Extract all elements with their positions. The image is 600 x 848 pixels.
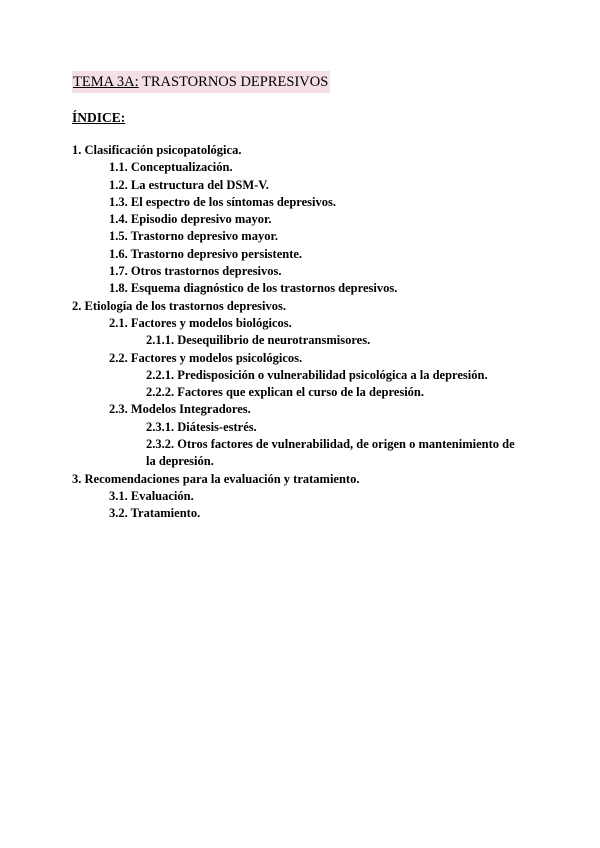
document-title-text: TRASTORNOS DEPRESIVOS bbox=[138, 74, 329, 90]
toc-item: 1.5. Trastorno depresivo mayor. bbox=[109, 229, 278, 244]
document-title-prefix: TEMA 3A: bbox=[73, 74, 139, 90]
toc-item: 2.1.1. Desequilibrio de neurotransmisores. bbox=[146, 333, 371, 348]
toc-item: 2.2.2. Factores que explican el curso de la depresión. bbox=[146, 385, 424, 400]
index-heading: ÍNDICE: bbox=[72, 110, 126, 125]
toc-item: 1.2. La estructura del DSM-V. bbox=[109, 177, 269, 192]
toc-item: 1.6. Trastorno depresivo persistente. bbox=[109, 246, 303, 261]
toc-item: 2.3. Modelos Integradores. bbox=[109, 402, 251, 417]
toc-item: 1.3. El espectro de los síntomas depresivos. bbox=[109, 194, 336, 209]
toc-item: 3.1. Evaluación. bbox=[109, 488, 194, 503]
toc-item: 2.2.1. Predisposición o vulnerabilidad psicológica a la depresión. bbox=[146, 367, 488, 382]
toc-item: 1.8. Esquema diagnóstico de los trastornos depresivos. bbox=[109, 281, 398, 296]
toc-item: 2.3.1. Diátesis-estrés. bbox=[146, 419, 257, 434]
toc-item: 3.2. Tratamiento. bbox=[109, 506, 201, 521]
toc-item: 1. Clasificación psicopatológica. bbox=[72, 143, 242, 157]
toc-item: 1.1. Conceptualización. bbox=[109, 160, 233, 175]
toc-item: 2.3.2. Otros factores de vulnerabilidad, de origen o mantenimiento de la depresión. bbox=[146, 437, 515, 469]
toc-item: 2. Etiología de los trastornos depresivos. bbox=[72, 298, 287, 313]
toc-item: 2.1. Factores y modelos biológicos. bbox=[109, 315, 292, 330]
toc-item: 1.4. Episodio depresivo mayor. bbox=[109, 212, 272, 227]
toc-item: 2.2. Factores y modelos psicológicos. bbox=[109, 350, 303, 365]
document-title bbox=[72, 71, 330, 93]
table-of-contents bbox=[72, 142, 542, 523]
toc-item: 3. Recomendaciones para la evaluación y tratamiento. bbox=[72, 471, 360, 486]
toc-item: 1.7. Otros trastornos depresivos. bbox=[109, 264, 282, 279]
